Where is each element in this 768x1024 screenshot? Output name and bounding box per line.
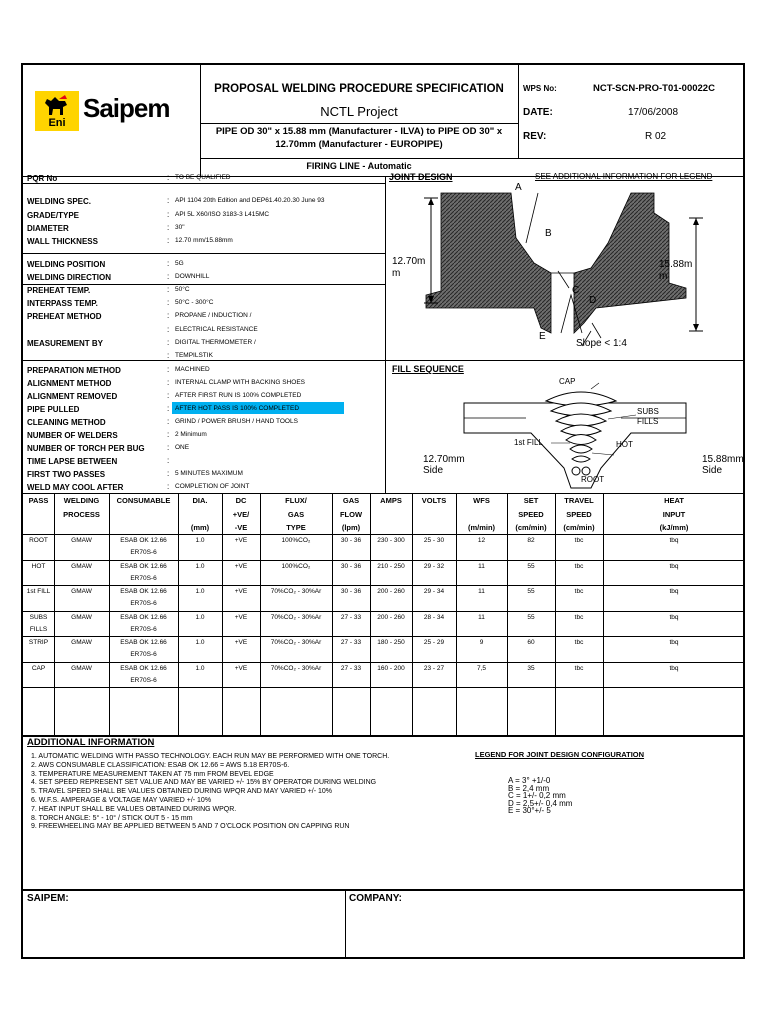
- label-c: C: [572, 285, 580, 296]
- param-colon: :: [167, 378, 170, 387]
- table-cell: STRIP: [28, 639, 49, 646]
- table-cell: 70%CO₂ - 30%Ar: [270, 664, 322, 672]
- param-label: INTERPASS TEMP.: [27, 299, 98, 308]
- fill-fills-label: FILLS: [637, 417, 659, 426]
- param-label: MEASUREMENT BY: [27, 339, 104, 348]
- table-cell: 25 - 29: [423, 639, 445, 646]
- param-colon: :: [167, 404, 170, 413]
- date-value: 17/06/2008: [628, 107, 679, 118]
- param-value: AFTER HOT PASS IS 100% COMPLETED: [175, 405, 300, 412]
- param-label: PREHEAT TEMP.: [27, 286, 91, 295]
- table-cell: 25 - 30: [423, 537, 445, 544]
- table-cell: GMAW: [71, 537, 92, 544]
- company-signature-label: COMPANY:: [349, 893, 402, 904]
- fill-hot-label: HOT: [616, 440, 633, 449]
- fill-sequence-title: FILL SEQUENCE: [392, 364, 464, 374]
- param-colon: :: [167, 259, 170, 268]
- table-cell: 1st FILL: [26, 588, 51, 595]
- label-e: E: [539, 331, 546, 342]
- param-value: GRIND / POWER BRUSH / HAND TOOLS: [175, 418, 298, 425]
- param-colon: :: [167, 325, 170, 334]
- param-value: 5G: [175, 260, 184, 267]
- additional-info-title: ADDITIONAL INFORMATION: [27, 737, 155, 748]
- param-value: DIGITAL THERMOMETER /: [175, 339, 256, 346]
- fill-right-side: Side: [702, 465, 723, 476]
- table-cell: 160 - 200: [377, 664, 405, 672]
- table-cell: 30 - 36: [340, 588, 362, 595]
- saipem-signature-label: SAIPEM:: [27, 893, 69, 904]
- eni-logo: [35, 91, 79, 131]
- joint-design-title: JOINT DESIGN: [389, 172, 453, 182]
- table-cell: 28 - 34: [423, 613, 445, 621]
- table-cell: 1.0: [195, 537, 205, 544]
- table-cell: 12: [477, 537, 486, 544]
- table-header-cell: HEAT: [664, 496, 684, 505]
- joint-design-diagram: [386, 183, 744, 359]
- param-colon: :: [167, 469, 170, 478]
- table-cell: tbc: [574, 639, 584, 646]
- table-cell: 27 - 33: [340, 613, 362, 621]
- table-header-cell: WFS: [473, 496, 490, 505]
- table-header-cell: -VE: [234, 523, 248, 532]
- table-header-cell: GAS: [342, 496, 360, 505]
- table-cell: ESAB OK 12.66: [120, 613, 167, 621]
- param-label: PIPE PULLED: [27, 405, 80, 414]
- table-cell: 1.0: [195, 639, 205, 646]
- table-cell: GMAW: [71, 562, 92, 570]
- table-cell: 29 - 32: [423, 562, 445, 570]
- table-cell: FILLS: [29, 625, 48, 633]
- table-cell: 230 - 300: [377, 537, 405, 544]
- param-value: PROPANE / INDUCTION /: [175, 312, 252, 319]
- param-value: MACHINED: [175, 366, 210, 373]
- table-cell: 11: [478, 588, 485, 595]
- legend-reference: SEE ADDITIONAL INFORMATION FOR LEGEND: [535, 172, 713, 181]
- pipe-description-1: PIPE OD 30" x 15.88 mm (Manufacturer - ILVA) to PIPE OD 30" x: [215, 126, 503, 137]
- fill-right-thickness: 15.88mm: [702, 454, 744, 465]
- param-colon: :: [167, 272, 170, 281]
- param-label: WELDING POSITION: [27, 260, 106, 269]
- table-cell: 55: [527, 588, 535, 595]
- table-header-cell: (cm/min): [563, 523, 595, 532]
- table-cell: tbq: [669, 588, 679, 595]
- project-title: NCTL Project: [320, 104, 398, 119]
- table-header-cell: SPEED: [518, 509, 544, 519]
- param-colon: :: [167, 417, 170, 426]
- param-value: TO BE QUALIFIED: [175, 174, 231, 181]
- param-value: TEMPILSTIK: [175, 352, 213, 359]
- param-colon: :: [167, 443, 170, 452]
- table-cell: tbq: [669, 664, 679, 672]
- table-header-cell: DC: [235, 496, 247, 505]
- slope-label: Slope < 1:4: [576, 338, 627, 349]
- param-label: ALIGNMENT METHOD: [27, 379, 112, 388]
- company-logo: [33, 87, 193, 133]
- param-label: GRADE/TYPE: [27, 211, 80, 220]
- param-colon: :: [167, 430, 170, 439]
- table-row-divider: [23, 585, 745, 586]
- date-label: DATE:: [523, 107, 553, 118]
- rev-label: REV:: [523, 131, 547, 142]
- table-header-cell: FLUX/: [285, 496, 307, 505]
- table-cell: 200 - 260: [377, 588, 405, 595]
- table-cell: 180 - 250: [377, 639, 405, 646]
- param-label: NUMBER OF WELDERS: [27, 431, 118, 440]
- param-colon: :: [167, 391, 170, 400]
- table-cell: HOT: [31, 562, 46, 570]
- param-value: COMPLETION OF JOINT: [175, 483, 250, 490]
- table-cell: 70%CO₂ - 30%Ar: [270, 613, 322, 621]
- table-cell: +VE: [234, 562, 248, 570]
- param-label: ALIGNMENT REMOVED: [27, 392, 118, 401]
- table-cell: 1.0: [195, 588, 205, 595]
- table-cell: GMAW: [71, 639, 92, 646]
- param-value: 50°C: [175, 286, 190, 293]
- param-colon: :: [167, 365, 170, 374]
- wps-label: WPS No:: [523, 84, 557, 93]
- table-header-cell: AMPS: [380, 496, 402, 505]
- table-cell: GMAW: [71, 664, 92, 672]
- additional-info-item: 7. HEAT INPUT SHALL BE VALUES OBTAINED DURING WPQR.: [31, 805, 237, 813]
- table-header-cell: GAS: [287, 509, 305, 519]
- left-thickness-unit: m: [392, 268, 401, 279]
- table-header-cell: TRAVEL: [564, 496, 594, 505]
- param-label: FIRST TWO PASSES: [27, 470, 106, 479]
- table-cell: 70%CO₂ - 30%Ar: [270, 639, 322, 646]
- table-cell: 200 - 260: [377, 613, 405, 621]
- table-cell: ER70S-6: [130, 549, 157, 556]
- param-value: API 5L X60/ISO 3183-3 L415MC: [175, 211, 270, 218]
- additional-info-item: 4. SET SPEED REPRESENT SET VALUE AND MAY BE VARIED +/- 15% BY OPERATOR DURING WELDING: [31, 779, 377, 787]
- table-cell: 70%CO₂ - 30%Ar: [270, 588, 322, 595]
- table-header-cell: VOLTS: [421, 496, 447, 505]
- table-header-cell: (m/min): [467, 523, 496, 532]
- legend-item: A = 3° +1/-0: [508, 776, 551, 785]
- table-header-cell: INPUT: [662, 509, 686, 519]
- param-colon: :: [167, 482, 170, 491]
- fill-first-label: 1st FILL: [514, 438, 543, 447]
- table-header-cell: DIA.: [192, 496, 208, 505]
- additional-info-item: 9. FREEWHEELING MAY BE APPLIED BETWEEN 5 AND 7 O'CLOCK POSITION ON CAPPING RUN: [31, 823, 350, 831]
- table-header-cell: TYPE: [286, 523, 306, 532]
- table-cell: 60: [527, 639, 535, 646]
- table-cell: 210 - 250: [377, 562, 405, 570]
- table-header-cell: (kJ/mm): [659, 523, 689, 532]
- wps-document: [21, 63, 745, 959]
- table-cell: CAP: [31, 664, 46, 672]
- table-cell: ESAB OK 12.66: [120, 537, 167, 544]
- additional-info-item: 6. W.F.S. AMPERAGE & VOLTAGE MAY VARIED +/- 10%: [31, 797, 212, 804]
- table-header-cell: PROCESS: [63, 509, 100, 519]
- table-cell: 11: [478, 562, 485, 570]
- param-colon: :: [167, 210, 170, 219]
- table-cell: 82: [527, 537, 535, 544]
- saipem-text: Saipem: [83, 93, 170, 123]
- table-cell: tbc: [574, 562, 584, 570]
- table-cell: 1.0: [195, 613, 205, 621]
- label-b: B: [545, 228, 552, 239]
- param-label: WELDING DIRECTION: [27, 273, 111, 282]
- table-cell: 23 - 27: [423, 664, 445, 672]
- table-cell: tbq: [669, 562, 679, 570]
- param-colon: :: [167, 311, 170, 320]
- table-cell: GMAW: [71, 613, 92, 621]
- param-value: 2 Minimum: [175, 431, 207, 438]
- table-cell: 27 - 33: [340, 664, 362, 672]
- additional-info-item: 2. AWS CONSUMABLE CLASSIFICATION: ESAB OK 12.66 = AWS 5.18 ER70S-6.: [31, 761, 290, 769]
- table-cell: ESAB OK 12.66: [120, 639, 167, 646]
- param-label: WALL THICKNESS: [27, 237, 98, 246]
- table-cell: tbc: [574, 537, 584, 544]
- additional-info-item: 8. TORCH ANGLE: 5° - 10° / STICK OUT 5 - 15 mm: [31, 814, 193, 822]
- table-header-cell: PASS: [28, 496, 49, 505]
- firing-line: FIRING LINE - Automatic: [306, 161, 412, 171]
- legend-item: C = 1+/- 0,2 mm: [508, 791, 566, 801]
- table-cell: GMAW: [71, 588, 92, 595]
- param-colon: :: [167, 223, 170, 232]
- table-cell: ER70S-6: [130, 574, 157, 582]
- table-cell: tbc: [574, 664, 584, 672]
- right-thickness: 15.88m: [659, 259, 693, 270]
- param-label: PREPARATION METHOD: [27, 366, 121, 375]
- fill-left-thickness: 12.70mm: [423, 454, 465, 465]
- table-cell: +VE: [234, 588, 248, 595]
- table-cell: 55: [527, 613, 535, 621]
- table-cell: ER70S-6: [130, 600, 157, 607]
- table-cell: 11: [478, 613, 485, 621]
- table-cell: 35: [527, 664, 535, 672]
- param-value: 12.70 mm/15.88mm: [175, 237, 233, 244]
- param-label: DIAMETER: [27, 224, 69, 233]
- table-cell: ER70S-6: [130, 625, 157, 633]
- eni-text: Eni: [48, 117, 66, 129]
- table-cell: tbc: [574, 613, 584, 621]
- table-cell: tbq: [669, 613, 679, 621]
- param-colon: :: [167, 338, 170, 347]
- param-label: PREHEAT METHOD: [27, 312, 102, 321]
- table-cell: 7,5: [476, 664, 487, 672]
- table-cell: ESAB OK 12.66: [120, 664, 167, 672]
- table-cell: +VE: [234, 664, 248, 672]
- table-header-cell: SPEED: [566, 509, 592, 519]
- table-cell: 9: [479, 639, 484, 646]
- param-value: 5 MINUTES MAXIMUM: [175, 470, 243, 477]
- param-value: ONE: [175, 444, 190, 451]
- table-cell: 100%CO₂: [281, 537, 311, 544]
- table-cell: tbq: [669, 639, 679, 646]
- fill-root-label: ROOT: [581, 475, 605, 484]
- table-cell: tbc: [574, 588, 584, 595]
- document-title: PROPOSAL WELDING PROCEDURE SPECIFICATION: [214, 83, 504, 95]
- table-cell: ER70S-6: [130, 651, 157, 658]
- param-label: PQR No: [27, 174, 58, 183]
- param-label: WELD MAY COOL AFTER: [27, 483, 124, 492]
- table-cell: 100%CO₂: [281, 562, 311, 570]
- dog-icon: [35, 93, 79, 119]
- fill-subs-label: SUBS: [637, 407, 659, 416]
- param-label: WELDING SPEC.: [27, 197, 92, 206]
- param-label: NUMBER OF TORCH PER BUG: [27, 444, 145, 453]
- table-cell: 30 - 36: [340, 562, 362, 570]
- param-colon: :: [167, 351, 170, 360]
- table-cell: SUBS: [29, 613, 48, 621]
- param-value: INTERNAL CLAMP WITH BACKING SHOES: [175, 379, 306, 386]
- table-cell: ER70S-6: [130, 676, 157, 684]
- param-colon: :: [167, 298, 170, 307]
- param-value: API 1104 20th Edition and DEP61.40.20.30 June 93: [175, 197, 325, 204]
- table-row-divider: [23, 611, 745, 612]
- param-colon: :: [167, 196, 170, 205]
- fill-left-side: Side: [423, 465, 444, 476]
- param-colon: :: [167, 173, 170, 182]
- table-row-divider: [23, 687, 745, 688]
- param-colon: :: [167, 285, 170, 294]
- param-label: TIME LAPSE BETWEEN: [27, 457, 118, 466]
- table-cell: +VE: [234, 639, 248, 646]
- param-colon: :: [167, 236, 170, 245]
- table-cell: +VE: [234, 537, 248, 544]
- legend-item: B = 2,4 mm: [508, 783, 550, 793]
- table-cell: +VE: [234, 613, 248, 621]
- table-row-divider: [23, 560, 745, 561]
- param-value: 30": [175, 224, 185, 231]
- param-value: 50°C - 300°C: [175, 299, 214, 306]
- table-header-cell: (lpm): [341, 523, 361, 532]
- table-header-cell: CONSUMABLE: [116, 496, 171, 505]
- additional-info-item: 5. TRAVEL SPEED SHALL BE VALUES OBTAINED DURING WPQR AND MAY VARIED +/- 10%: [31, 788, 333, 796]
- table-header-cell: SET: [523, 496, 539, 505]
- table-header-cell: FLOW: [339, 509, 363, 519]
- table-cell: 27 - 33: [340, 639, 362, 646]
- table-header-cell: WELDING: [63, 496, 100, 505]
- legend-title: LEGEND FOR JOINT DESIGN CONFIGURATION: [475, 750, 645, 759]
- param-value: AFTER FIRST RUN IS 100% COMPLETED: [175, 392, 302, 399]
- left-thickness: 12.70m: [392, 256, 426, 267]
- label-d: D: [589, 295, 597, 306]
- table-cell: ESAB OK 12.66: [120, 562, 167, 570]
- right-thickness-unit: m: [659, 271, 668, 282]
- legend-item: E = 30°+/- 5: [508, 806, 551, 816]
- table-cell: 1.0: [195, 664, 205, 672]
- pipe-description-2: 12.70mm (Manufacturer - EUROPIPE): [275, 139, 443, 150]
- additional-info-item: 1. AUTOMATIC WELDING WITH PASSO TECHNOLOGY. EACH RUN MAY BE PERFORMED WITH ONE TORCH.: [31, 753, 390, 760]
- param-value: DOWNHILL: [175, 273, 210, 280]
- table-row-divider: [23, 662, 745, 663]
- wps-number: NCT-SCN-PRO-T01-00022C: [593, 83, 715, 94]
- table-cell: 1.0: [195, 562, 205, 570]
- table-cell: 55: [527, 562, 535, 570]
- table-cell: ESAB OK 12.66: [120, 588, 167, 595]
- param-label: CLEANING METHOD: [27, 418, 106, 427]
- additional-info-item: 3. TEMPERATURE MEASUREMENT TAKEN AT 75 mm FROM BEVEL EDGE: [31, 770, 274, 778]
- fill-cap-label: CAP: [559, 377, 576, 386]
- table-cell: tbq: [669, 537, 679, 544]
- table-row-divider: [23, 636, 745, 637]
- param-value: ELECTRICAL RESISTANCE: [175, 326, 258, 333]
- table-cell: ROOT: [29, 537, 48, 544]
- param-colon: :: [167, 456, 170, 465]
- table-header-cell: (cm/min): [515, 523, 547, 532]
- rev-value: R 02: [645, 131, 667, 142]
- table-header-cell: +VE/: [232, 509, 250, 519]
- table-cell: 29 - 34: [423, 588, 445, 595]
- legend-item: D = 2,5+/- 0,4 mm: [508, 798, 573, 808]
- label-a: A: [515, 182, 522, 193]
- table-cell: 30 - 36: [340, 537, 362, 544]
- table-header-cell: (mm): [190, 523, 210, 532]
